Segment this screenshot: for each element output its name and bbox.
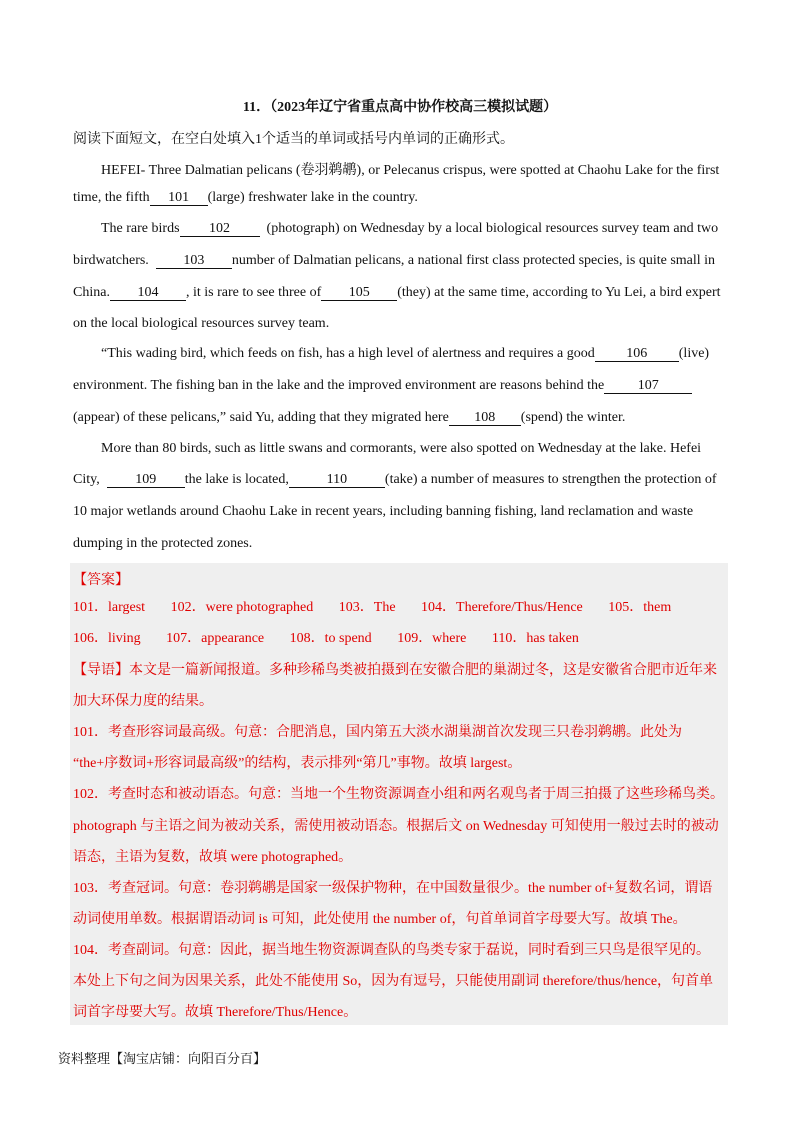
footer-note: 资料整理【淘宝店铺：向阳百分百】 [58, 1051, 267, 1066]
passage-text: “This wading bird, which feeds on fish, has a high level of alertness and requires a good [101, 346, 595, 361]
passage-text: the lake is located, [184, 472, 289, 487]
passage-line [73, 410, 625, 426]
passage-line [73, 472, 717, 488]
passage-line: 10 major wetlands around Chaohu Lake in recent years, including banning fishing, land reclamation and waste [73, 504, 694, 519]
answer-item: 105．them [608, 600, 672, 615]
passage-line: More than 80 birds, such as little swans and cormorants, were also spotted on Wednesday at the lake. Hefei [101, 441, 702, 456]
answer-item: 102．were photographed [170, 600, 314, 615]
passage-line [101, 221, 718, 237]
answer-item: 107．appearance [166, 631, 265, 646]
answer-row [73, 627, 601, 647]
explanation-104: 本处上下句之间为因果关系，此处不能使用 So，因为有逗号，只能使用副词 therefore/thus/hence，句首单 [73, 974, 714, 989]
answer-item: 106．living [73, 631, 141, 646]
blank-107: 107 [604, 378, 692, 394]
passage-text: time, the fifth [73, 190, 150, 205]
blank-105: 105 [321, 285, 397, 301]
explanation-103: 103．考查冠词。句意：卷羽鹈鹕是国家一级保护物种，在中国数量很少。the number of+复数名词，谓语 [73, 881, 713, 896]
passage-text: The rare birds [101, 221, 180, 236]
passage-line: dumping in the protected zones. [73, 536, 253, 551]
passage-text: (photograph) on Wednesday by a local biological resources survey team and two [266, 221, 719, 236]
passage-line [73, 285, 721, 301]
explanation-102: 102．考查时态和被动语态。句意：当地一个生物资源调查小组和两名观鸟者于周三拍摄了这些珍稀鸟类。 [73, 787, 724, 802]
passage-line [73, 190, 418, 206]
passage-text: birdwatchers. [73, 253, 149, 268]
passage-text: City, [73, 472, 100, 487]
answer-item: 108．to spend [289, 631, 372, 646]
answer-item: 101．largest [73, 600, 146, 615]
blank-109: 109 [107, 472, 185, 488]
passage-line [73, 378, 692, 394]
passage-text: , it is rare to see three of [185, 285, 322, 300]
blank-108: 108 [449, 410, 521, 426]
passage-line: on the local biological resources survey team. [73, 316, 330, 331]
guide-text: 【导语】本文是一篇新闻报道。多种珍稀鸟类被拍摄到在安徽合肥的巢湖过冬，这是安徽省合肥市近年来 [73, 663, 717, 678]
passage-text: (spend) the winter. [520, 410, 626, 425]
passage-text: (live) [678, 346, 710, 361]
explanation-104: 104．考查副词。句意：因此，据当地生物资源调查队的鸟类专家于磊说，同时看到三只鸟是很罕见的。 [73, 943, 710, 958]
guide-text: 加大环保力度的结果。 [73, 694, 213, 709]
explanation-101: 101．考查形容词最高级。句意：合肥消息，国内第五大淡水湖巢湖首次发现三只卷羽鹈鹕。此处为 [73, 725, 682, 740]
answer-item: 103．The [338, 600, 396, 615]
blank-104: 104 [110, 285, 186, 301]
passage-line: HEFEI- Three Dalmatian pelicans (卷羽鹈鹕), or Pelecanus crispus, were spotted at Chaohu Lake for the first [101, 163, 720, 178]
explanation-104: 词首字母要大写。故填 Therefore/Thus/Hence。 [73, 1005, 358, 1020]
answer-label: 【答案】 [73, 573, 129, 588]
explanation-103: 动词使用单数。根据谓语动词 is 可知，此处使用 the number of，句首单词首字母要大写。故填 The。 [73, 912, 687, 927]
blank-106: 106 [595, 346, 679, 362]
explanation-102: photograph 与主语之间为被动关系，需使用被动语态。根据后文 on Wednesday 可知使用一般过去时的被动 [73, 819, 719, 834]
blank-103: 103 [156, 253, 232, 269]
passage-text: (they) at the same time, according to Yu Lei, a bird expert [397, 285, 721, 300]
passage-text: (take) a number of measures to strengthen the protection of [384, 472, 717, 487]
answer-item: 104．Therefore/Thus/Hence [421, 600, 583, 615]
answer-item: 109．where [397, 631, 467, 646]
explanation-102: 语态，主语为复数，故填 were photographed。 [73, 850, 353, 865]
passage-text: environment. The fishing ban in the lake and the improved environment are reasons behind the [73, 378, 605, 393]
passage-text: China. [73, 285, 110, 300]
passage-text: (large) freshwater lake in the country. [207, 190, 418, 205]
passage-text: number of Dalmatian pelicans, a national first class protected species, is quite small in [231, 253, 716, 268]
explanation-101: “the+序数词+形容词最高级”的结构，表示排列“第几”事物。故填 largest。 [73, 756, 522, 771]
question-title: 11．（2023年辽宁省重点高中协作校高三模拟试题） [242, 100, 558, 115]
passage-line [73, 253, 715, 269]
passage-line [101, 346, 709, 362]
answer-item: 110．has taken [491, 631, 579, 646]
passage-text: (appear) of these pelicans,” said Yu, adding that they migrated here [73, 410, 449, 425]
blank-102: 102 [180, 221, 260, 237]
answer-row [73, 596, 693, 616]
blank-110: 110 [289, 472, 385, 488]
instruction: 阅读下面短文，在空白处填入1个适当的单词或括号内单词的正确形式。 [73, 132, 514, 147]
blank-101: 101 [150, 190, 208, 206]
